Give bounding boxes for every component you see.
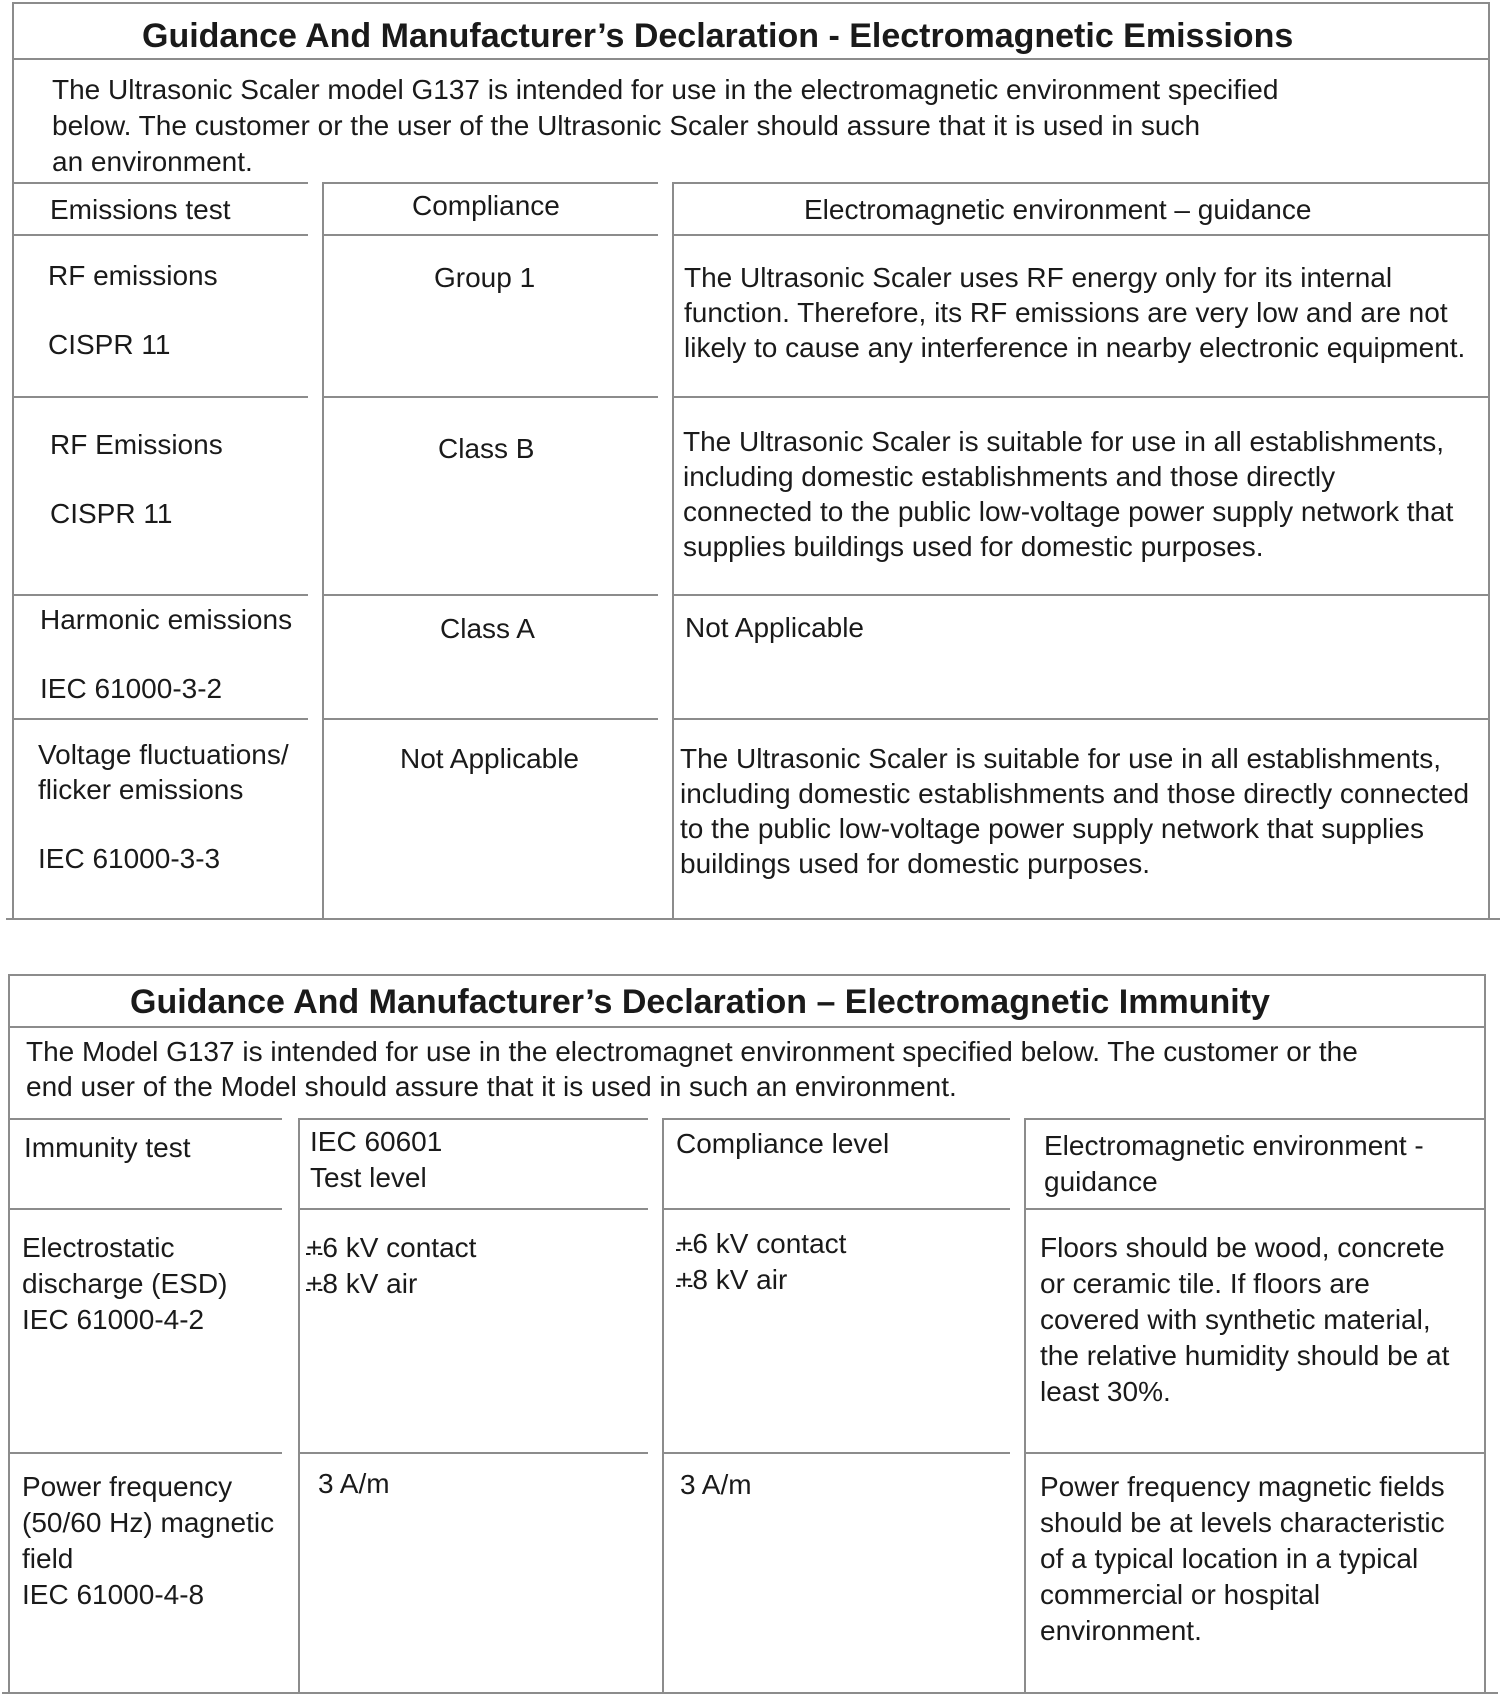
guidance-line: should be at levels characteristic xyxy=(1040,1507,1445,1538)
column-header: Electromagnetic environment - xyxy=(1044,1130,1424,1161)
rule xyxy=(672,396,1488,398)
rule xyxy=(12,718,308,720)
column-header: Immunity test xyxy=(24,1132,191,1163)
plus-minus-sign: + xyxy=(676,1264,693,1295)
rule xyxy=(298,1208,648,1210)
compliance-value: 3 A/m xyxy=(680,1469,752,1500)
compliance-text: 8 kV air xyxy=(692,1264,788,1295)
compliance-text: 6 kV contact xyxy=(692,1228,847,1259)
emissions-intro-line: an environment. xyxy=(52,146,253,177)
rule xyxy=(672,234,1488,236)
rule xyxy=(8,974,1484,976)
rule xyxy=(1024,1208,1484,1210)
rule xyxy=(2,1692,1498,1694)
column-header: Test level xyxy=(310,1162,427,1193)
guidance-line: commercial or hospital xyxy=(1040,1579,1321,1610)
rule xyxy=(662,1118,664,1694)
rule xyxy=(12,182,308,184)
guidance-line: supplies buildings used for domestic purposes. xyxy=(683,531,1264,562)
compliance-value xyxy=(676,1226,846,1261)
rule xyxy=(322,396,658,398)
guidance-line: including domestic establishments and those directly xyxy=(683,461,1336,492)
rule xyxy=(1024,1118,1484,1120)
immunity-intro-line: end user of the Model should assure that it is used in such an environment. xyxy=(26,1071,957,1102)
rule xyxy=(662,1208,1010,1210)
compliance-value xyxy=(676,1262,787,1297)
plus-minus-sign: + xyxy=(676,1228,693,1259)
test-name: RF emissions xyxy=(48,260,218,291)
test-name: Electrostatic xyxy=(22,1232,175,1263)
guidance-line: The Ultrasonic Scaler is suitable for use in all establishments, xyxy=(680,743,1442,774)
rule xyxy=(12,58,1488,60)
guidance-line: Not Applicable xyxy=(685,612,865,643)
test-standard: IEC 61000-3-2 xyxy=(40,673,223,704)
rule xyxy=(672,594,1488,596)
test-standard: CISPR 11 xyxy=(48,329,171,360)
compliance-value: Class A xyxy=(440,613,535,644)
column-header: Electromagnetic environment – guidance xyxy=(804,194,1312,225)
guidance-line: least 30%. xyxy=(1040,1376,1171,1407)
test-name: Harmonic emissions xyxy=(40,604,293,635)
rule xyxy=(1024,1452,1484,1454)
column-header: Emissions test xyxy=(50,194,231,225)
test-level-text: 6 kV contact xyxy=(322,1232,477,1263)
rule xyxy=(12,234,308,236)
rule xyxy=(8,1208,282,1210)
rule xyxy=(662,1118,1010,1120)
test-standard: IEC 61000-4-8 xyxy=(22,1579,205,1610)
guidance-line: covered with synthetic material, xyxy=(1040,1304,1431,1335)
guidance-line: function. Therefore, its RF emissions are very low and are not xyxy=(684,297,1448,328)
guidance-line: The Ultrasonic Scaler is suitable for use in all establishments, xyxy=(683,426,1445,457)
test-name: discharge (ESD) xyxy=(22,1268,228,1299)
test-standard: IEC 61000-4-2 xyxy=(22,1304,205,1335)
rule xyxy=(322,182,658,184)
rule xyxy=(1024,1118,1026,1694)
test-level-text: 8 kV air xyxy=(322,1268,418,1299)
guidance-line: buildings used for domestic purposes. xyxy=(680,848,1151,879)
rule xyxy=(8,1452,282,1454)
rule xyxy=(322,718,658,720)
compliance-value: Group 1 xyxy=(434,262,536,293)
column-header: IEC 60601 xyxy=(310,1126,443,1157)
test-name: field xyxy=(22,1543,74,1574)
column-header: Compliance level xyxy=(676,1128,890,1159)
rule xyxy=(298,1118,300,1694)
test-level-value xyxy=(306,1266,417,1301)
emissions-intro-line: The Ultrasonic Scaler model G137 is intended for use in the electromagnetic environment specified xyxy=(52,74,1279,105)
guidance-line: or ceramic tile. If floors are xyxy=(1040,1268,1370,1299)
guidance-line: The Ultrasonic Scaler uses RF energy only for its internal xyxy=(684,262,1393,293)
rule xyxy=(12,396,308,398)
guidance-line: Floors should be wood, concrete xyxy=(1040,1232,1445,1263)
emissions-intro-line: below. The customer or the user of the Ultrasonic Scaler should assure that it is used in such xyxy=(52,110,1201,141)
rule xyxy=(1488,2,1490,918)
guidance-line: likely to cause any interference in nearby electronic equipment. xyxy=(684,332,1466,363)
compliance-value: Class B xyxy=(438,433,535,464)
rule xyxy=(298,1118,648,1120)
rule xyxy=(672,718,1488,720)
test-name: RF Emissions xyxy=(50,429,223,460)
rule xyxy=(322,234,658,236)
rule xyxy=(12,594,308,596)
rule xyxy=(662,1452,1010,1454)
test-level-value xyxy=(306,1230,476,1265)
rule xyxy=(12,2,14,918)
rule xyxy=(8,974,10,1694)
rule xyxy=(6,918,1500,920)
rule xyxy=(12,2,1488,4)
immunity-intro-line: The Model G137 is intended for use in the electromagnet environment specified below. The customer or the xyxy=(26,1036,1358,1067)
column-header: guidance xyxy=(1044,1166,1158,1197)
immunity-title: Guidance And Manufacturer’s Declaration – Electromagnetic Immunity xyxy=(130,983,1270,1021)
rule xyxy=(8,1118,282,1120)
test-name: (50/60 Hz) magnetic xyxy=(22,1507,275,1538)
test-level-value: 3 A/m xyxy=(318,1468,390,1499)
guidance-line: Power frequency magnetic fields xyxy=(1040,1471,1445,1502)
guidance-line: environment. xyxy=(1040,1615,1202,1646)
emissions-title: Guidance And Manufacturer’s Declaration - Electromagnetic Emissions xyxy=(142,17,1294,55)
rule xyxy=(322,594,658,596)
rule xyxy=(8,1026,1484,1028)
rule xyxy=(298,1452,648,1454)
guidance-line: including domestic establishments and those directly connected xyxy=(680,778,1470,809)
guidance-line: to the public low-voltage power supply network that supplies xyxy=(680,813,1424,844)
guidance-line: the relative humidity should be at xyxy=(1040,1340,1450,1371)
compliance-value: Not Applicable xyxy=(400,743,580,774)
test-name: Power frequency xyxy=(22,1471,233,1502)
test-standard: CISPR 11 xyxy=(50,498,173,529)
rule xyxy=(1484,974,1486,1694)
test-name: flicker emissions xyxy=(38,774,244,805)
test-standard: IEC 61000-3-3 xyxy=(38,843,221,874)
guidance-line: connected to the public low-voltage power supply network that xyxy=(683,496,1454,527)
plus-minus-sign: + xyxy=(306,1232,323,1263)
rule xyxy=(322,182,324,918)
plus-minus-sign: + xyxy=(306,1268,323,1299)
rule xyxy=(672,182,674,918)
test-name: Voltage fluctuations/ xyxy=(38,739,289,770)
column-header: Compliance xyxy=(412,190,560,221)
guidance-line: of a typical location in a typical xyxy=(1040,1543,1419,1574)
rule xyxy=(672,182,1488,184)
